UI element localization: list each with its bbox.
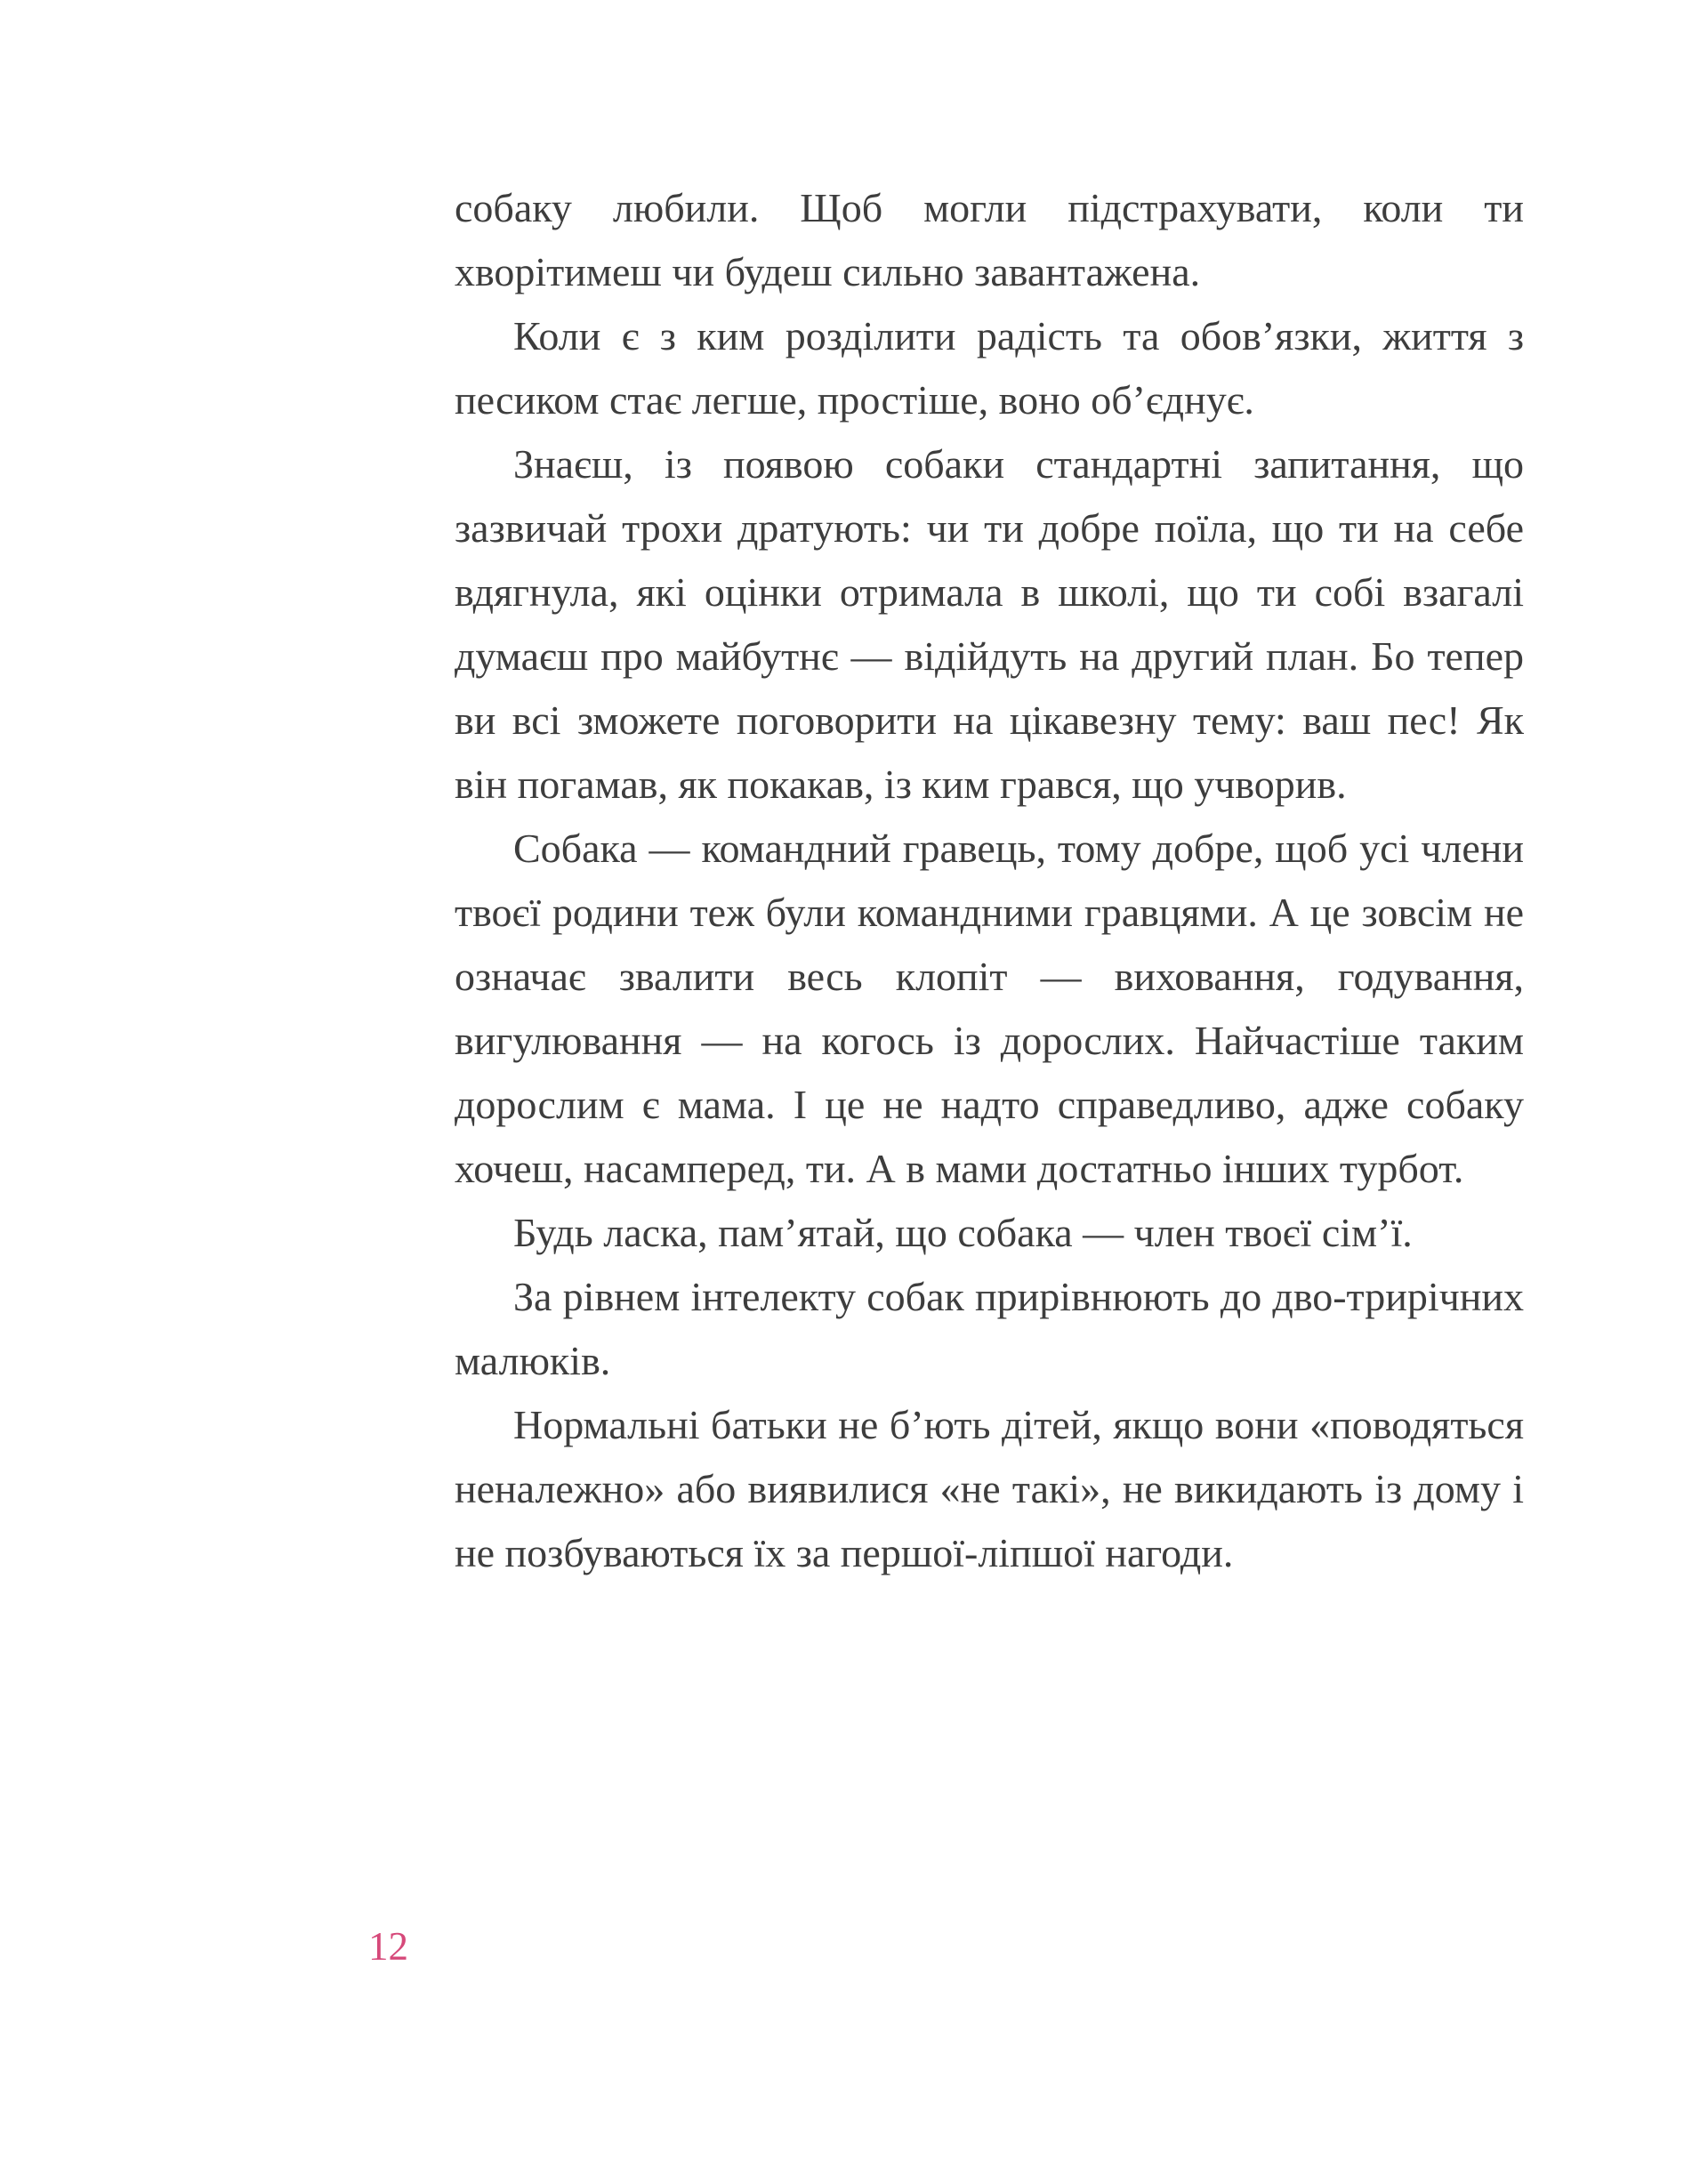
page-text [455,176,1524,1585]
paragraph: Коли є з ким розділити радість та обов’язки, життя з песиком стає легше, простіше, воно об’єднує. [455,313,1524,423]
page-number: 12 [368,1924,408,1969]
paragraph: Знаєш, із появою собаки стандартні запитання, що зазвичай трохи дратують: чи ти добре поїла, що ти на себе вдягнула, які оцінки отримала в школі, що ти собі взагалі думаєш про майбутнє — відійдуть на другий план. Бо тепер ви всі зможете поговорити на цікавезну тему: ваш пес! Як він погамав, як покакав, із ким грався, що учворив. [455,441,1524,807]
paragraph: Собака — командний гравець, тому добре, щоб усі члени твоєї родини теж були командними гравцями. А це зовсім не означає звалити весь клопіт — виховання, годування, вигулювання — на когось із дорослих. Найчастіше таким дорослим є мама. І це не надто справедливо, адже собаку хочеш, насамперед, ти. А в мами достатньо інших турбот. [455,826,1524,1191]
paragraph-continuation: собаку любили. Щоб могли підстрахувати, коли ти хворітимеш чи будеш сильно завантажена. [455,185,1524,294]
paragraph: За рівнем інтелекту собак прирівнюють до дво-трирічних малюків. [455,1274,1524,1383]
paragraph: Будь ласка, пам’ятай, що собака — член твоєї сім’ї. [513,1210,1413,1255]
paragraph: Нормальні батьки не б’ють дітей, якщо вони «поводяться неналежно» або виявилися «не такі», не викидають із дому і не позбуваються їх за першої-ліпшої нагоди. [455,1402,1524,1575]
